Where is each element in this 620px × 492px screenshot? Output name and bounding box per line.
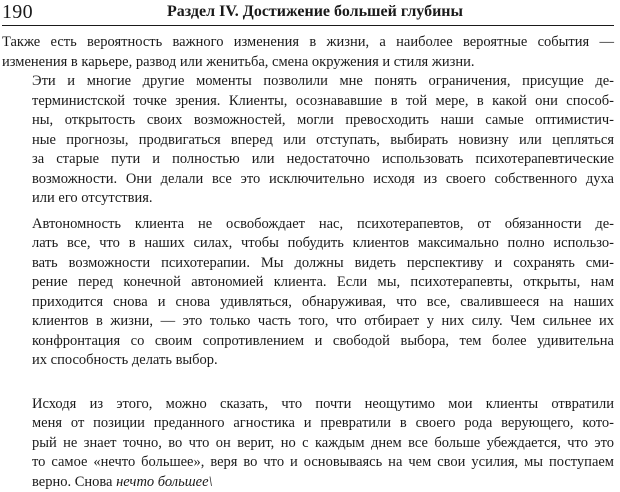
body-text <box>2 33 614 492</box>
chapter-title: Раздел IV. Достижение большей глубины <box>167 2 463 22</box>
final-line-text: верно. Снова <box>32 474 112 490</box>
text-line: Также есть вероятность важного изменения в жизни, а наиболее вероятные события — <box>2 33 614 53</box>
text-line: меня от позиции преданного агностика и превратили в своего рода верующего, кото- <box>2 414 614 434</box>
text-line: то самое «нечто большее», веря во что и основываясь на чем свои усилия, мы поступаем <box>2 453 614 473</box>
text-line: Исходя из этого, можно сказать, что почти неощутимо мои клиенты отвратили <box>2 395 614 415</box>
text-line: вать возможности психотерапии. Мы должны видеть перспективу и сохранять сми- <box>2 254 614 274</box>
text-line: рение перед конечной автономией клиента. Если мы, психотерапевты, открыты, нам <box>2 273 614 293</box>
paragraph <box>2 33 614 72</box>
page-number: 190 <box>2 1 33 23</box>
text-line: клиентов в жизни, — это только часть того, что отбирает у них силу. Чем сильнее их <box>2 312 614 332</box>
paragraph <box>2 215 614 371</box>
text-line-final <box>2 473 614 492</box>
page-header <box>2 1 614 26</box>
text-line: лать все, что в наших силах, чтобы побудить клиентов максимально полно использо- <box>2 234 614 254</box>
text-line: ные прогнозы, продвигаться вперед или отступать, выбирать новизну или цепляться <box>2 131 614 151</box>
text-line: за старые пути и полностью или недостаточно использовать психотерапевтические <box>2 150 614 170</box>
text-line: Автономность клиента не освобождает нас, психотерапевтов, от обязанности де- <box>2 215 614 235</box>
text-line: терминистской точке зрения. Клиенты, осознававшие в той мере, в какой они способ- <box>2 92 614 112</box>
text-line: Эти и многие другие моменты позволили мне понять ограничения, присущие де- <box>2 72 614 92</box>
paragraph <box>2 72 614 209</box>
text-line: их способность делать выбор. <box>2 351 614 371</box>
text-line: рый не знает точно, во что он верит, но с каждым днем все больше убеждается, что это <box>2 434 614 454</box>
text-line: или его отсутствия. <box>2 189 614 209</box>
paragraph <box>2 395 614 492</box>
text-line: возможности. Они делали все это исключительно исходя из своего собственного духа <box>2 170 614 190</box>
text-line: изменения в карьере, развод или женитьба, смена окружения и стиля жизни. <box>2 53 614 73</box>
emphasized-phrase: нечто большее\ <box>116 474 212 490</box>
text-line: конфронтация со своим сопротивлением и свободой выбора, тем более удивительна <box>2 332 614 352</box>
text-line: ны, открытость своих возможностей, могли превосходить наши самые оптимистич- <box>2 111 614 131</box>
text-line: приходится снова и снова удивляться, обнаруживая, что все, свалившееся на наших <box>2 293 614 313</box>
